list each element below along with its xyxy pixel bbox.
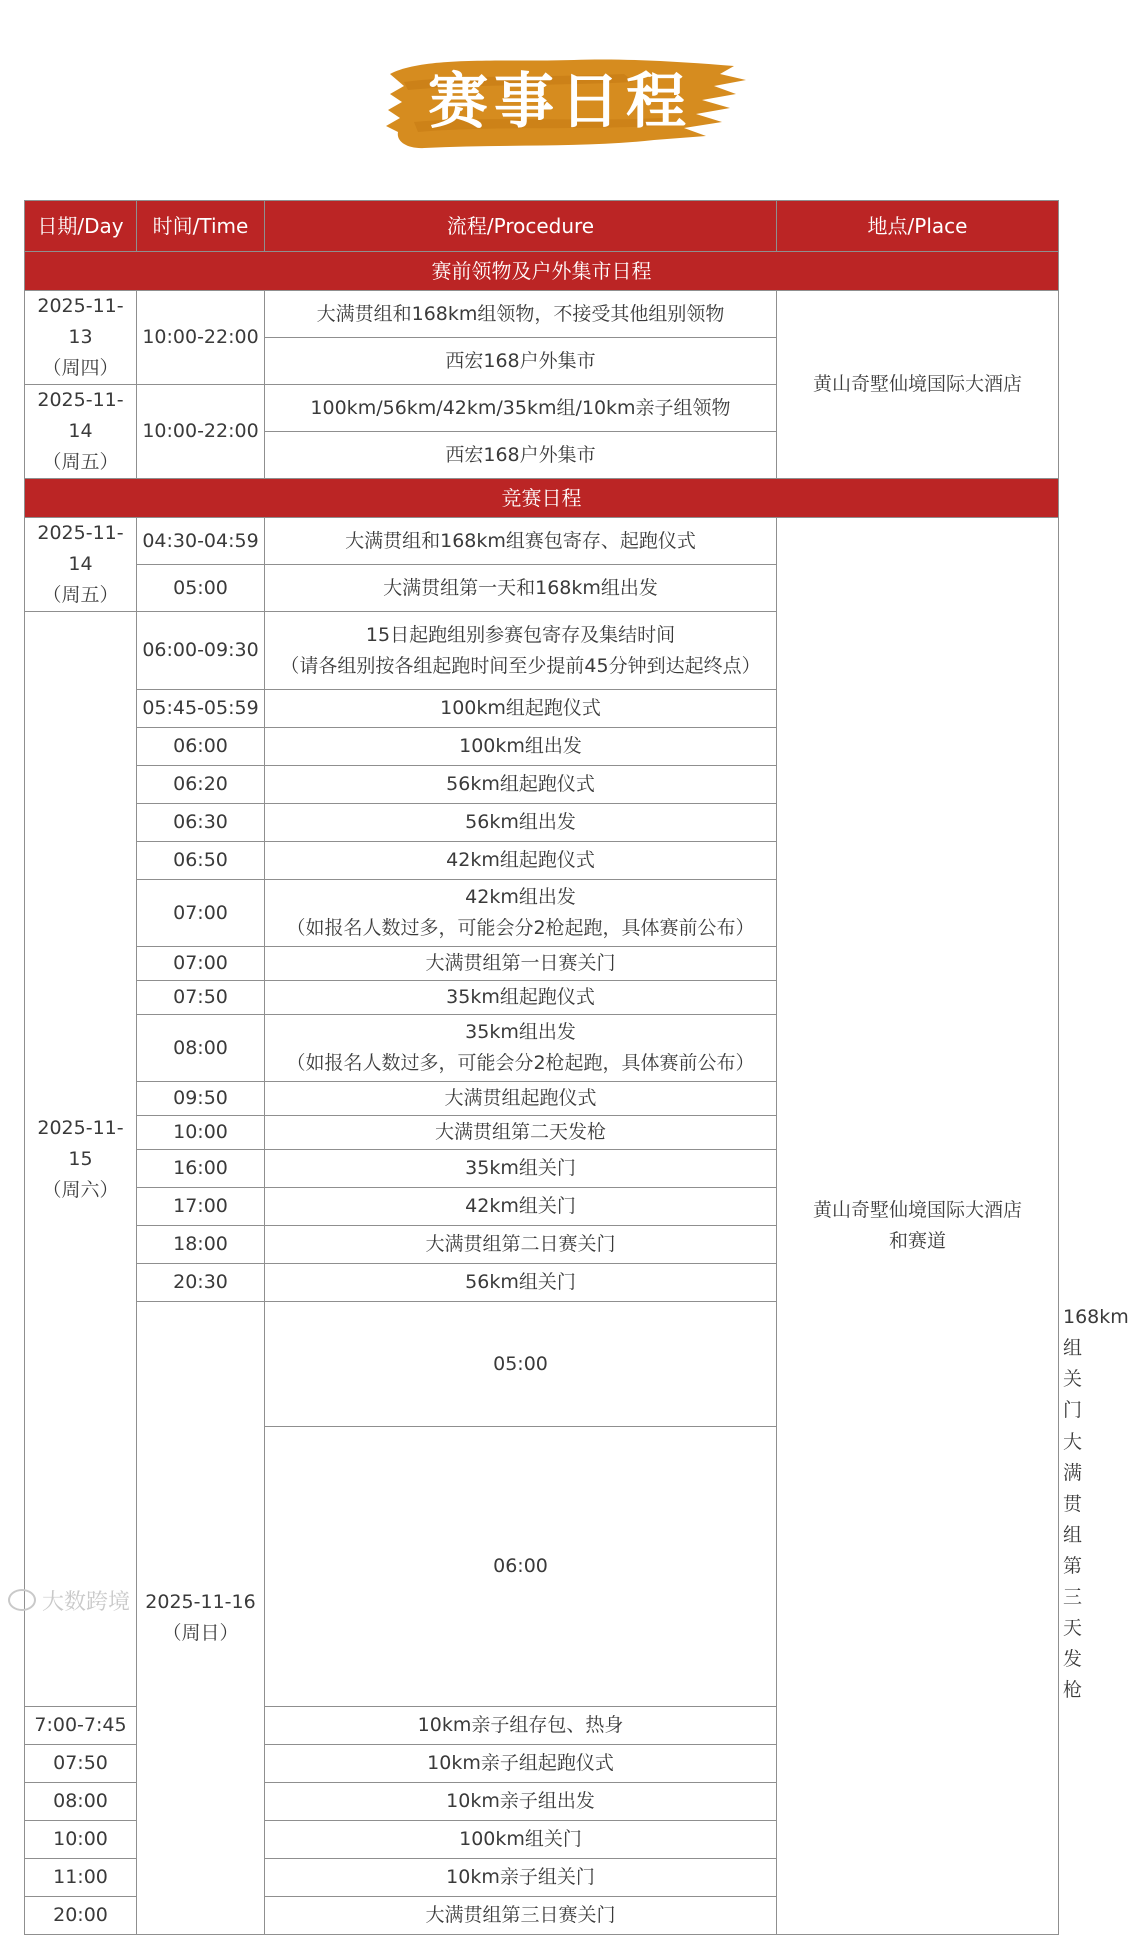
procedure-cell: 大满贯组第一天和168km组出发 [265,565,777,612]
procedure-cell: 大满贯组起跑仪式 [265,1082,777,1116]
procedure-cell: 10km亲子组起跑仪式 [265,1745,777,1783]
weekday-text: （周六） [42,1178,119,1201]
header-place: 地点/Place [777,201,1059,252]
procedure-cell: 大满贯组第二日赛关门 [265,1226,777,1264]
time-cell: 20:30 [137,1264,265,1302]
time-cell: 06:30 [137,804,265,842]
weekday-text: （周日） [162,1622,239,1644]
table-row: 2025-11-16 （周日） 05:00 168km组关门 [25,1302,1059,1427]
time-cell: 10:00-22:00 [137,385,265,479]
time-cell: 06:50 [137,842,265,880]
table-row [25,518,1059,565]
procedure-cell: 100km组关门 [265,1821,777,1859]
header-time: 时间/Time [137,201,265,252]
place-text: 黄山奇墅仙境国际大酒店 [812,1199,1022,1221]
time-cell: 07:00 [137,880,265,947]
procedure-cell: 56km组关门 [265,1264,777,1302]
table-row: 06:00 大满贯组第三天发枪 [25,1427,1059,1707]
time-cell: 08:00 [137,1015,265,1082]
time-cell: 10:00-22:00 [137,291,265,385]
schedule-table [24,200,1129,1935]
time-cell: 07:50 [25,1745,137,1783]
procedure-note: （如报名人数过多，可能会分2枪起跑，具体赛前公布） [286,1052,755,1074]
procedure-cell: 西宏168户外集市 [265,338,777,385]
procedure-cell: 10km亲子组存包、热身 [265,1707,777,1745]
procedure-cell: 35km组关门 [265,1150,777,1188]
watermark [8,1586,130,1614]
weekday-text: （周五） [42,584,119,606]
procedure-cell: 10km亲子组出发 [265,1783,777,1821]
procedure-text: 35km组出发 [465,1021,576,1043]
weekday-text: （周四） [42,357,119,379]
section-title-pickup: 赛前领物及户外集市日程 [25,252,1059,291]
place-cell [777,518,1059,1935]
date-text: 2025-11-14 [37,389,124,442]
date-cell [25,518,137,612]
time-cell: 16:00 [137,1150,265,1188]
procedure-note: （请各组别按各组起跑时间至少提前45分钟到达起终点） [280,654,761,677]
date-cell [137,1302,265,1935]
time-cell: 09:50 [137,1082,265,1116]
time-cell: 07:00 [137,947,265,981]
date-cell [25,291,137,385]
time-cell: 10:00 [137,1116,265,1150]
time-cell: 08:00 [25,1783,137,1821]
time-cell: 06:20 [137,766,265,804]
procedure-cell: 大满贯组第一日赛关门 [265,947,777,981]
section-row-pickup [25,252,1059,291]
watermark-logo-icon [8,1589,36,1611]
time-cell: 07:50 [137,981,265,1015]
time-cell: 06:00 [137,728,265,766]
date-text: 2025-11-16 [145,1591,256,1613]
time-cell: 06:00-09:30 [137,612,265,690]
date-text: 2025-11-15 [37,1116,124,1170]
place-cell: 黄山奇墅仙境国际大酒店 [777,291,1059,479]
procedure-cell: 大满贯组和168km组赛包寄存、起跑仪式 [265,518,777,565]
procedure-cell [265,1015,777,1082]
section-row-race [25,479,1059,518]
table-row [25,291,1059,338]
time-cell: 05:45-05:59 [137,690,265,728]
watermark-text: 大数跨境 [42,1589,131,1615]
procedure-cell: 56km组起跑仪式 [265,766,777,804]
time-cell: 05:00 [137,565,265,612]
procedure-cell: 100km/56km/42km/35km组/10km亲子组领物 [265,385,777,432]
weekday-text: （周五） [42,451,119,473]
procedure-cell: 100km组起跑仪式 [265,690,777,728]
date-cell [25,385,137,479]
time-cell: 17:00 [137,1188,265,1226]
time-cell: 20:00 [25,1897,137,1935]
procedure-cell: 100km组出发 [265,728,777,766]
header-procedure: 流程/Procedure [265,201,777,252]
time-cell: 7:00-7:45 [25,1707,137,1745]
title-banner [384,52,754,154]
procedure-cell: 35km组起跑仪式 [265,981,777,1015]
procedure-cell: 10km亲子组关门 [265,1859,777,1897]
procedure-cell [265,612,777,690]
time-cell: 05:00 [265,1302,777,1427]
procedure-cell: 西宏168户外集市 [265,432,777,479]
procedure-cell [265,880,777,947]
header-day: 日期/Day [25,201,137,252]
procedure-cell: 大满贯组第二天发枪 [265,1116,777,1150]
procedure-cell: 大满贯组和168km组领物，不接受其他组别领物 [265,291,777,338]
procedure-text: 42km组出发 [465,886,576,908]
page-title: 赛事日程 [428,67,692,137]
time-cell: 18:00 [137,1226,265,1264]
procedure-cell: 56km组出发 [265,804,777,842]
time-cell: 06:00 [265,1427,777,1707]
procedure-text: 15日起跑组别参赛包寄存及集结时间 [365,623,676,646]
time-cell: 11:00 [25,1859,137,1897]
date-text: 2025-11-14 [37,522,124,575]
date-cell [25,612,137,1707]
time-cell: 04:30-04:59 [137,518,265,565]
date-text: 2025-11-13 [37,295,124,348]
header-row [25,201,1059,252]
procedure-note: （如报名人数过多，可能会分2枪起跑，具体赛前公布） [286,917,755,939]
time-cell: 10:00 [25,1821,137,1859]
procedure-cell: 42km组关门 [265,1188,777,1226]
section-title-race: 竞赛日程 [25,479,1059,518]
procedure-cell: 42km组起跑仪式 [265,842,777,880]
place-text-line2: 和赛道 [888,1230,946,1252]
procedure-cell: 大满贯组第三日赛关门 [265,1897,777,1935]
